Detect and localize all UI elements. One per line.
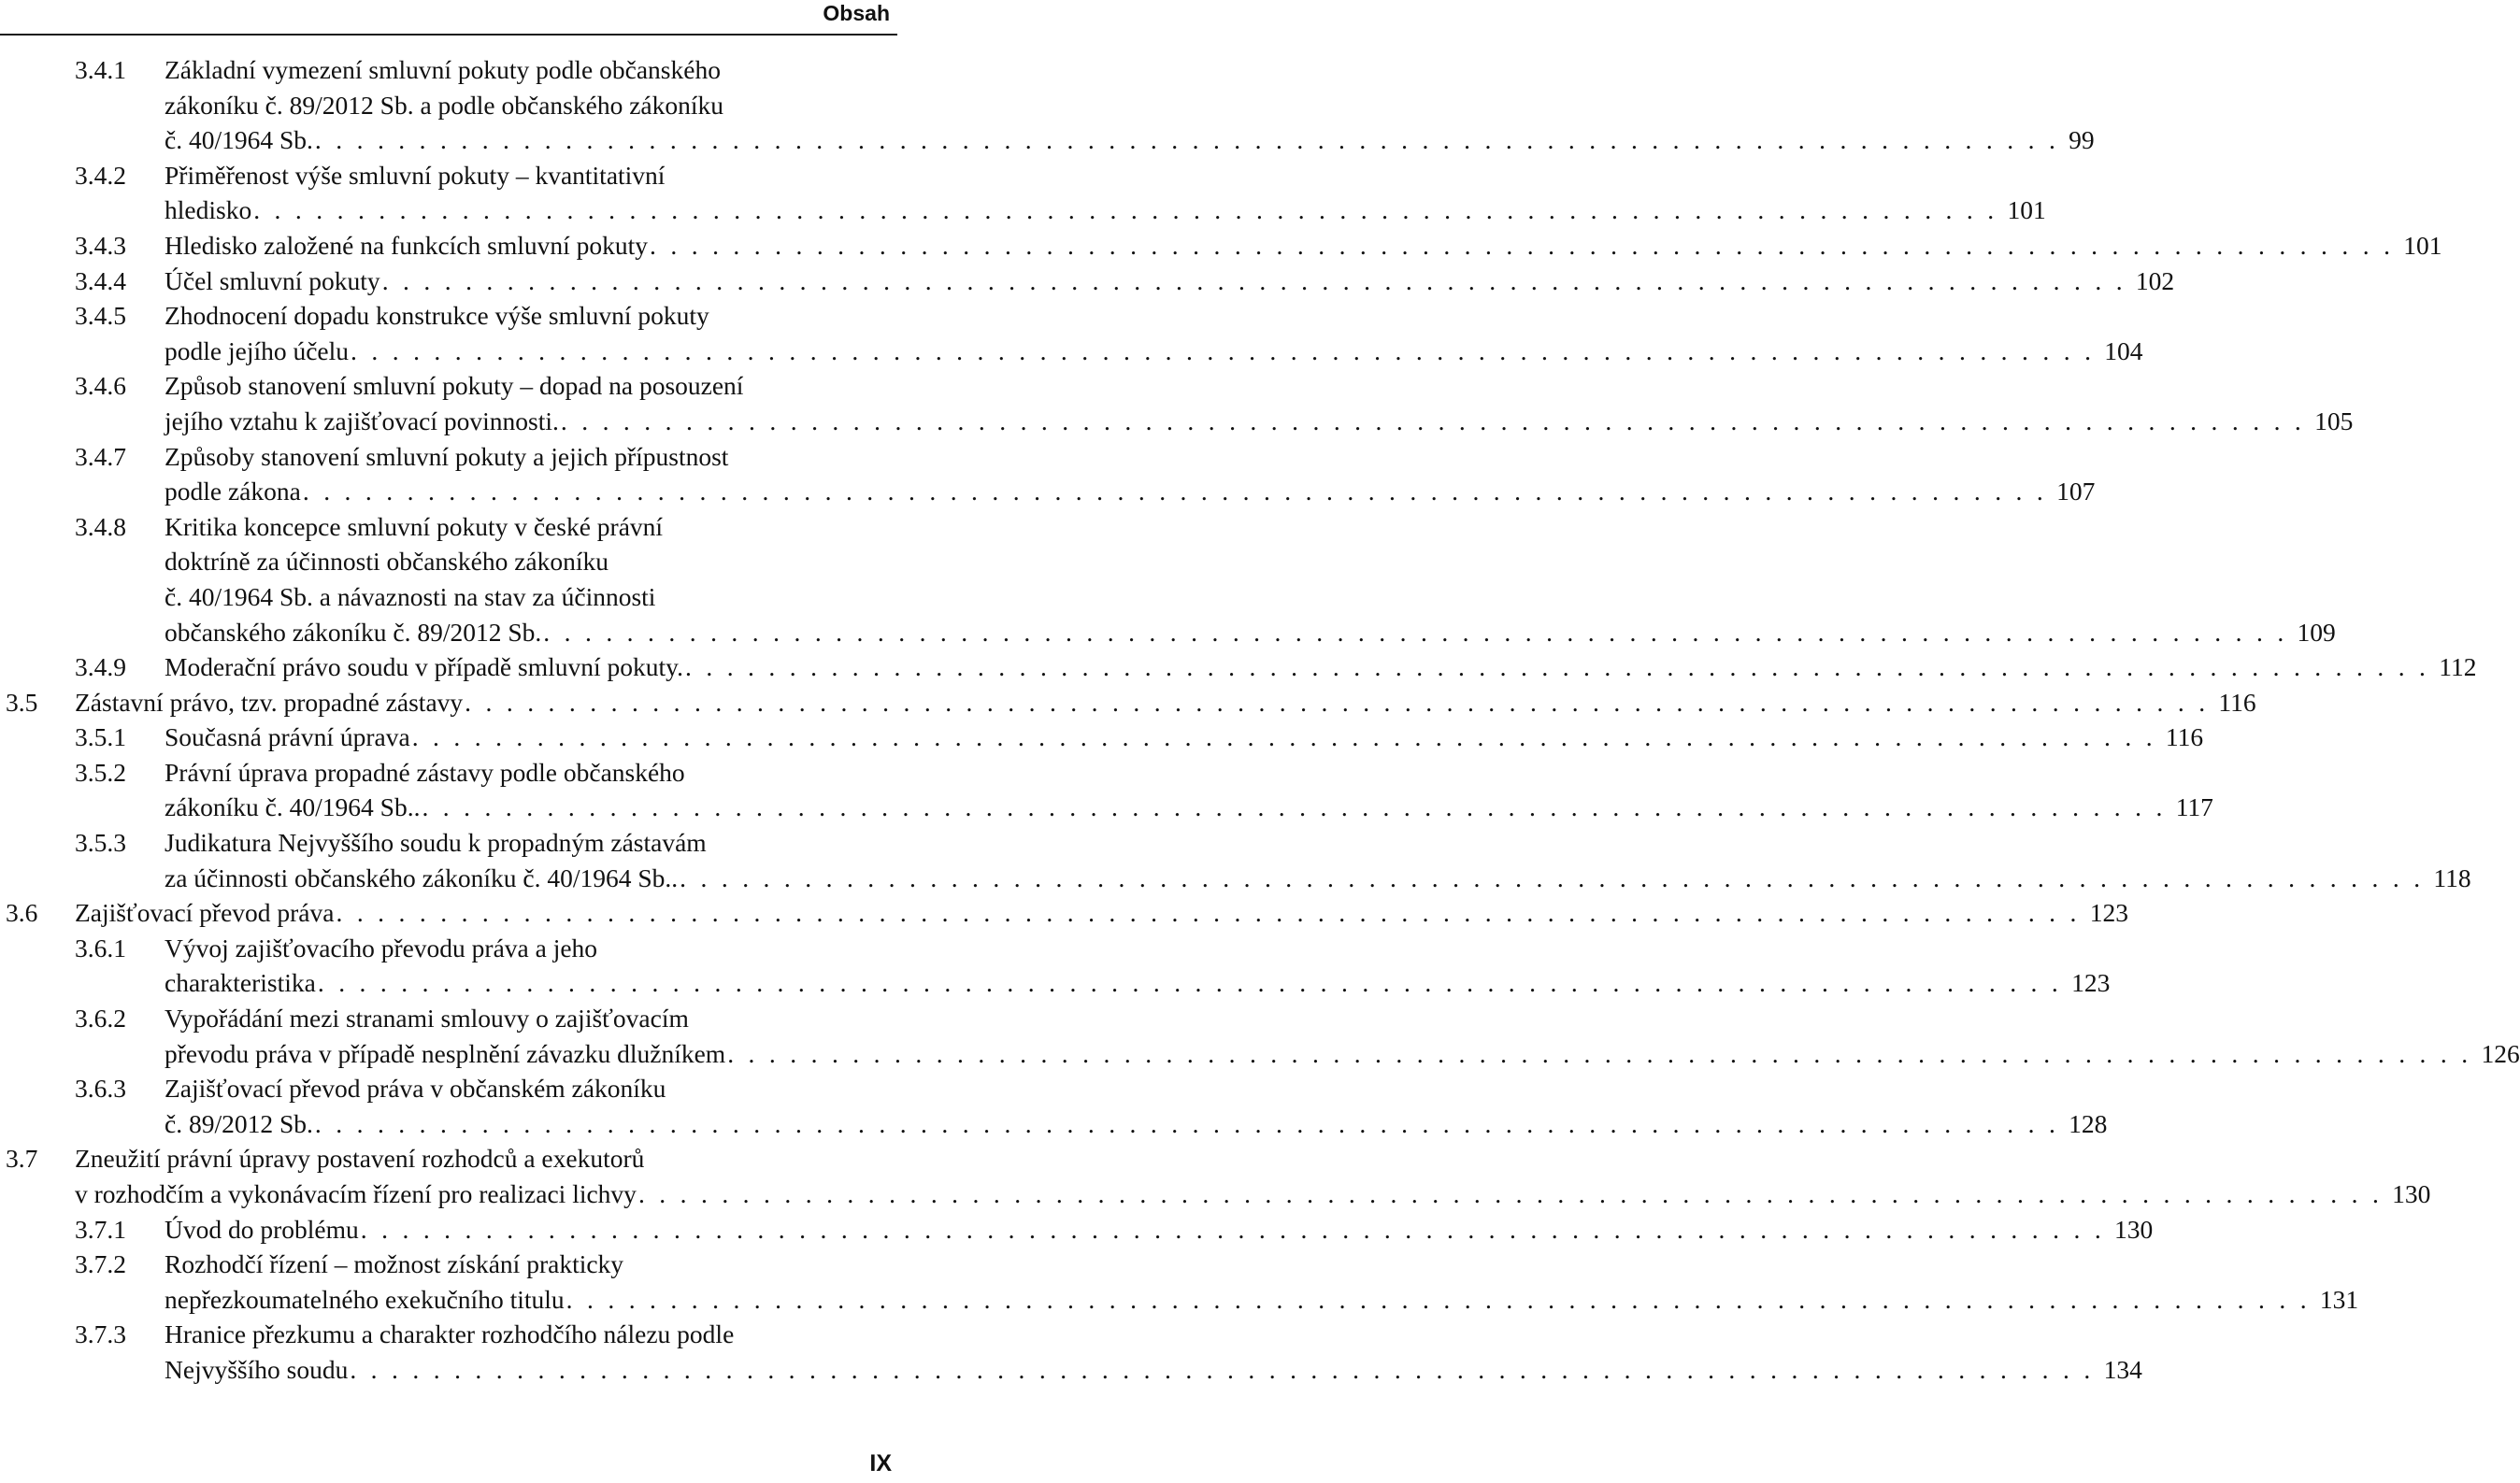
toc-section-number: 3.4.1 <box>75 55 126 84</box>
toc-title-line-with-leader <box>75 1176 2431 1212</box>
toc-page-number: 128 <box>2069 1108 2108 1138</box>
toc-title-line-with-leader <box>165 615 2336 650</box>
toc-entry[interactable] <box>0 158 2046 228</box>
toc-entry[interactable] <box>0 509 2336 649</box>
toc-title-text: doktríně za účinnosti občanského zákoníku <box>165 547 609 577</box>
toc-section-number: 3.6.2 <box>75 1004 126 1034</box>
toc-title-text: č. 89/2012 Sb. <box>165 1108 313 1138</box>
toc-line <box>0 755 897 791</box>
toc-title-line-with-leader <box>165 720 2204 755</box>
toc-section-number: 3.4.3 <box>75 230 126 260</box>
toc-line <box>0 1071 897 1106</box>
toc-line <box>0 228 2442 264</box>
dot-leader: . . . . . . . . . . . . . . . . . . . . . . . . . . . . . . . . . . . . . . . . . . . . . . . . . . . . . . . . . . . . . . . . . . . . . . . . . . . . . . . . . . . . <box>685 652 2430 682</box>
toc-page-number: 131 <box>2319 1284 2359 1314</box>
toc-section-number: 3.7.1 <box>75 1214 126 1244</box>
dot-leader: . . . . . . . . . . . . . . . . . . . . . . . . . . . . . . . . . . . . . . . . . . . . . . . . . . . . . . . . . . . . . . . . . . . . . . . . . . . . . . . . . . . . <box>543 617 2288 647</box>
toc-title-text: Moderační právo soudu v případě smluvní pokuty. <box>165 652 683 682</box>
toc-title-text: Rozhodčí řízení – možnost získání prakticky <box>165 1249 624 1279</box>
toc-entry[interactable] <box>0 368 2354 438</box>
dot-leader: . . . . . . . . . . . . . . . . . . . . . . . . . . . . . . . . . . . . . . . . . . . . . . . . . . . . . . . . . . . . . . . . . . . . . . . . . . . . . . . . . . . . <box>650 230 2395 260</box>
toc-line <box>0 122 2095 158</box>
toc-line <box>0 1282 2359 1318</box>
header-rule <box>0 34 897 36</box>
toc-title-line-with-leader <box>165 1282 2359 1318</box>
dot-leader: . . . . . . . . . . . . . . . . . . . . . . . . . . . . . . . . . . . . . . . . . . . . . . . . . . . . . . . . . . . . . . . . . . . . . . . . . . . . . . . . . . . . <box>317 968 2063 998</box>
toc-section-number: 3.6.1 <box>75 933 126 963</box>
toc-title-text: Zástavní právo, tzv. propadné zástavy <box>75 687 464 717</box>
toc-section-number: 3.7 <box>6 1144 38 1174</box>
toc-line <box>0 790 2213 825</box>
dot-leader: . . . . . . . . . . . . . . . . . . . . . . . . . . . . . . . . . . . . . . . . . . . . . . . . . . . . . . . . . . . . . . . . . . . . . . . . . . . . . . . . . . . . <box>302 477 2048 506</box>
toc-title-text: v rozhodčím a vykonávacím řízení pro realizaci lichvy <box>75 1179 637 1208</box>
dot-leader: . . . . . . . . . . . . . . . . . . . . . . . . . . . . . . . . . . . . . . . . . . . . . . . . . . . . . . . . . . . . . . . . . . . . . . . . . . . . . . . . . . . . <box>566 1284 2311 1314</box>
toc-section-number: 3.6.3 <box>75 1074 126 1104</box>
toc-line <box>0 1106 2108 1142</box>
toc-line <box>0 615 2336 650</box>
toc-title-text: Účel smluvní pokuty <box>165 265 380 295</box>
toc-line <box>0 1001 897 1036</box>
toc-title-line-with-leader <box>165 649 2477 685</box>
toc-line <box>0 439 897 475</box>
toc-entry[interactable] <box>0 1247 2359 1317</box>
toc-title-text: jejího vztahu k zajišťovací povinnosti. <box>165 406 559 435</box>
toc-page-number: 126 <box>2481 1038 2520 1068</box>
toc-entry[interactable] <box>0 720 2204 755</box>
toc-page-number: 116 <box>2165 722 2204 752</box>
toc-entry[interactable] <box>0 1212 2154 1248</box>
toc-page-number: 102 <box>2135 265 2175 295</box>
toc-title-text: Judikatura Nejvyššího soudu k propadným zástavám <box>165 828 707 858</box>
toc-section-number: 3.4.6 <box>75 371 126 401</box>
dot-leader: . . . . . . . . . . . . . . . . . . . . . . . . . . . . . . . . . . . . . . . . . . . . . . . . . . . . . . . . . . . . . . . . . . . . . . . . . . . . . . . . . . . . <box>351 335 2096 365</box>
dot-leader: . . . . . . . . . . . . . . . . . . . . . . . . . . . . . . . . . . . . . . . . . . . . . . . . . . . . . . . . . . . . . . . . . . . . . . . . . . . . . . . . . . . . <box>336 898 2081 928</box>
page-number: IX <box>869 1450 892 1476</box>
toc-page-number: 116 <box>2218 687 2256 717</box>
toc-title-text: hledisko <box>165 195 252 225</box>
toc-entry[interactable] <box>0 1071 2108 1141</box>
toc-entry[interactable] <box>0 755 2213 825</box>
toc-title-line-with-leader <box>165 861 2471 896</box>
toc-line <box>0 1317 897 1352</box>
toc-title-line-with-leader <box>165 474 2096 509</box>
toc-page-number: 123 <box>2071 968 2111 998</box>
toc-page-number: 118 <box>2433 863 2471 892</box>
toc-title-text: zákoníku č. 40/1964 Sb.. <box>165 792 421 822</box>
toc-line <box>0 1176 2431 1212</box>
toc-entry[interactable] <box>0 228 2442 264</box>
dot-leader: . . . . . . . . . . . . . . . . . . . . . . . . . . . . . . . . . . . . . . . . . . . . . . . . . . . . . . . . . . . . . . . . . . . . . . . . . . . . . . . . . . . . <box>411 722 2156 752</box>
toc-entry[interactable] <box>0 649 2477 685</box>
toc-title-text: Hledisko založené na funkcích smluvní pokuty <box>165 230 649 260</box>
toc-title-text: Vypořádání mezi stranami smlouvy o zajišťovacím <box>165 1004 689 1034</box>
toc-title-line-with-leader <box>165 264 2175 299</box>
toc-line <box>0 931 897 966</box>
toc-line <box>0 298 897 334</box>
dot-leader: . . . . . . . . . . . . . . . . . . . . . . . . . . . . . . . . . . . . . . . . . . . . . . . . . . . . . . . . . . . . . . . . . . . . . . . . . . . . . . . . . . . . <box>381 265 2126 295</box>
toc-title-line-with-leader <box>165 193 2046 228</box>
toc-page-number: 130 <box>2114 1214 2154 1244</box>
toc-page-number: 101 <box>2403 230 2442 260</box>
dot-leader: . . . . . . . . . . . . . . . . . . . . . . . . . . . . . . . . . . . . . . . . . . . . . . . . . . . . . . . . . . . . . . . . . . . . . . . . . . . . . . . . . . . . <box>253 195 1998 225</box>
toc-entry[interactable] <box>0 52 2095 158</box>
toc-section-number: 3.4.8 <box>75 511 126 541</box>
dot-leader: . . . . . . . . . . . . . . . . . . . . . . . . . . . . . . . . . . . . . . . . . . . . . . . . . . . . . . . . . . . . . . . . . . . . . . . . . . . . . . . . . . . . <box>314 125 2060 155</box>
toc-section-number: 3.4.9 <box>75 652 126 682</box>
toc-line <box>0 1352 2142 1388</box>
toc-title-text: č. 40/1964 Sb. <box>165 125 313 155</box>
toc-page-number: 104 <box>2104 335 2143 365</box>
toc-line <box>0 895 2128 931</box>
toc-section-number: 3.6 <box>6 898 38 928</box>
toc-line <box>0 1036 2520 1072</box>
dot-leader: . . . . . . . . . . . . . . . . . . . . . . . . . . . . . . . . . . . . . . . . . . . . . . . . . . . . . . . . . . . . . . . . . . . . . . . . . . . . . . . . . . . . <box>680 863 2425 892</box>
toc-line <box>0 685 2256 720</box>
toc-title-text: za účinnosti občanského zákoníku č. 40/1964 Sb.. <box>165 863 679 892</box>
toc-line <box>0 264 2175 299</box>
toc-section-number: 3.4.2 <box>75 160 126 190</box>
toc-entry[interactable] <box>0 1001 2520 1071</box>
toc-title-text: č. 40/1964 Sb. a návaznosti na stav za účinnosti <box>165 581 656 611</box>
toc-title-line-with-leader <box>165 1106 2108 1142</box>
dot-leader: . . . . . . . . . . . . . . . . . . . . . . . . . . . . . . . . . . . . . . . . . . . . . . . . . . . . . . . . . . . . . . . . . . . . . . . . . . . . . . . . . . . . <box>350 1354 2095 1384</box>
dot-leader: . . . . . . . . . . . . . . . . . . . . . . . . . . . . . . . . . . . . . . . . . . . . . . . . . . . . . . . . . . . . . . . . . . . . . . . . . . . . . . . . . . . . <box>465 687 2210 717</box>
toc-line <box>0 52 897 88</box>
dot-leader: . . . . . . . . . . . . . . . . . . . . . . . . . . . . . . . . . . . . . . . . . . . . . . . . . . . . . . . . . . . . . . . . . . . . . . . . . . . . . . . . . . . . <box>360 1214 2105 1244</box>
toc-line <box>0 544 897 579</box>
toc-section-number: 3.4.4 <box>75 265 126 295</box>
toc-title-text: Současná právní úprava <box>165 722 410 752</box>
toc-line <box>0 404 2354 439</box>
toc-title-line-with-leader <box>165 334 2143 369</box>
toc-page-number: 130 <box>2392 1179 2431 1208</box>
toc-title-text: občanského zákoníku č. 89/2012 Sb. <box>165 617 542 647</box>
toc-title-text: nepřezkoumatelného exekučního titulu <box>165 1284 565 1314</box>
toc-title-text: charakteristika <box>165 968 316 998</box>
toc-line <box>0 158 897 193</box>
toc-section-number: 3.4.7 <box>75 441 126 471</box>
page-header <box>0 0 897 37</box>
toc-line <box>0 861 2471 896</box>
toc-entry[interactable] <box>0 895 2128 931</box>
toc-entry[interactable] <box>0 1317 2142 1387</box>
toc-title-text: převodu práva v případě nesplnění závazku dlužníkem <box>165 1038 726 1068</box>
toc-title-text: Základní vymezení smluvní pokuty podle občanského <box>165 55 721 84</box>
toc-title-text: zákoníku č. 89/2012 Sb. a podle občanského zákoníku <box>165 90 723 120</box>
toc-page-number: 117 <box>2175 792 2213 822</box>
toc-line <box>0 965 2111 1001</box>
toc-title-text: Zhodnocení dopadu konstrukce výše smluvní pokuty <box>165 301 709 331</box>
toc-line <box>0 649 2477 685</box>
toc-title-text: Nejvyššího soudu <box>165 1354 349 1384</box>
running-header-title: Obsah <box>823 1 890 25</box>
dot-leader: . . . . . . . . . . . . . . . . . . . . . . . . . . . . . . . . . . . . . . . . . . . . . . . . . . . . . . . . . . . . . . . . . . . . . . . . . . . . . . . . . . . . <box>637 1179 2384 1208</box>
toc-title-line-with-leader <box>75 685 2256 720</box>
toc-line <box>0 193 2046 228</box>
dot-leader: . . . . . . . . . . . . . . . . . . . . . . . . . . . . . . . . . . . . . . . . . . . . . . . . . . . . . . . . . . . . . . . . . . . . . . . . . . . . . . . . . . . . <box>314 1108 2060 1138</box>
toc-title-line-with-leader <box>165 404 2354 439</box>
toc-title-line-with-leader <box>165 790 2213 825</box>
toc-line <box>0 720 2204 755</box>
toc-line <box>0 509 897 545</box>
toc-section-number: 3.5.1 <box>75 722 126 752</box>
toc-title-text: Právní úprava propadné zástavy podle občanského <box>165 757 685 787</box>
toc-entry[interactable] <box>0 264 2175 299</box>
toc-title-text: Hranice přezkumu a charakter rozhodčího nálezu podle <box>165 1319 735 1349</box>
toc-title-text: Způsoby stanovení smluvní pokuty a jejich přípustnost <box>165 441 729 471</box>
toc-title-text: Vývoj zajišťovacího převodu práva a jeho <box>165 933 598 963</box>
toc-section-number: 3.5.3 <box>75 828 126 858</box>
toc-title-line-with-leader <box>165 1036 2520 1072</box>
toc-line <box>0 825 897 861</box>
toc-title-line-with-leader <box>165 228 2442 264</box>
dot-leader: . . . . . . . . . . . . . . . . . . . . . . . . . . . . . . . . . . . . . . . . . . . . . . . . . . . . . . . . . . . . . . . . . . . . . . . . . . . . . . . . . . . . <box>560 406 2306 435</box>
toc-section-number: 3.7.3 <box>75 1319 126 1349</box>
toc-page-number: 99 <box>2069 125 2095 155</box>
toc-title-text: podle zákona <box>165 477 301 506</box>
toc-page-number: 109 <box>2297 617 2336 647</box>
toc-section-number: 3.5.2 <box>75 757 126 787</box>
toc-page-number: 112 <box>2439 652 2477 682</box>
toc-line <box>0 1141 897 1176</box>
toc-entry[interactable] <box>0 685 2256 720</box>
toc-title-line-with-leader <box>165 122 2095 158</box>
toc-title-text: Úvod do problému <box>165 1214 359 1244</box>
toc-title-text: Zajišťovací převod práva <box>75 898 335 928</box>
toc-title-text: Kritika koncepce smluvní pokuty v české právní <box>165 511 664 541</box>
toc-line <box>0 579 897 615</box>
toc-line <box>0 334 2143 369</box>
toc-title-line-with-leader <box>165 1212 2154 1248</box>
toc-title-text: Zneužití právní úpravy postavení rozhodců a exekutorů <box>75 1144 645 1174</box>
toc-entry[interactable] <box>0 825 2471 895</box>
toc-section-number: 3.5 <box>6 687 38 717</box>
dot-leader: . . . . . . . . . . . . . . . . . . . . . . . . . . . . . . . . . . . . . . . . . . . . . . . . . . . . . . . . . . . . . . . . . . . . . . . . . . . . . . . . . . . . <box>727 1038 2472 1068</box>
toc-entry[interactable] <box>0 931 2111 1001</box>
toc-entry[interactable] <box>0 439 2096 509</box>
toc-title-text: Zajišťovací převod práva v občanském zákoníku <box>165 1074 666 1104</box>
toc-title-line-with-leader <box>165 1352 2142 1388</box>
toc-entry[interactable] <box>0 298 2143 368</box>
toc-title-line-with-leader <box>75 895 2128 931</box>
toc-page-number: 123 <box>2089 898 2128 928</box>
toc-line <box>0 1212 2154 1248</box>
toc-title-line-with-leader <box>165 965 2111 1001</box>
toc-line <box>0 88 897 123</box>
table-of-contents <box>0 52 2520 1388</box>
toc-title-text: Přiměřenost výše smluvní pokuty – kvantitativní <box>165 160 666 190</box>
toc-title-text: Způsob stanovení smluvní pokuty – dopad na posouzení <box>165 371 744 401</box>
toc-entry[interactable] <box>0 1141 2431 1211</box>
toc-section-number: 3.4.5 <box>75 301 126 331</box>
toc-title-text: podle jejího účelu <box>165 335 350 365</box>
toc-page-number: 105 <box>2314 406 2354 435</box>
toc-line <box>0 368 897 404</box>
dot-leader: . . . . . . . . . . . . . . . . . . . . . . . . . . . . . . . . . . . . . . . . . . . . . . . . . . . . . . . . . . . . . . . . . . . . . . . . . . . . . . . . . . . . <box>422 792 2167 822</box>
toc-page-number: 107 <box>2056 477 2096 506</box>
toc-page-number: 134 <box>2103 1354 2142 1384</box>
toc-page-number: 101 <box>2007 195 2046 225</box>
toc-line <box>0 1247 897 1282</box>
toc-section-number: 3.7.2 <box>75 1249 126 1279</box>
toc-line <box>0 474 2096 509</box>
